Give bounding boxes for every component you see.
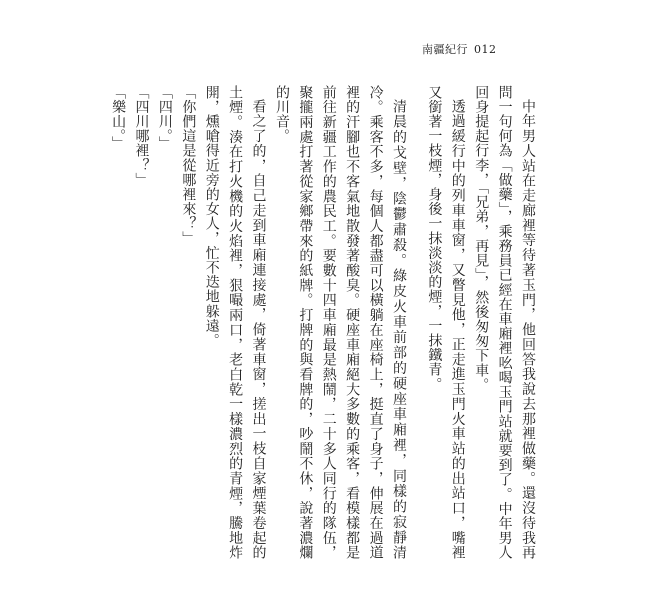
running-header xyxy=(422,41,497,57)
paragraph-4: 看之了的，自己走到車廂連接處，倚著車窗，搓出一枝自家煙葉卷起的土煙。湊在打火機的火焰裡，狠嘬兩口，老白乾一樣濃烈的青煙，騰地炸開，燻嗆得近旁的女人，忙不迭地躲遠。 xyxy=(203,85,267,560)
dialogue-line-2: 「四川。」 xyxy=(156,85,173,151)
paragraph-3: 清晨的戈壁，陰鬱肅殺。綠皮火車前部的硬座車廂裡，同樣的寂靜清冷。乘客不多，每個人都盡可以橫躺在座椅上，挺直了身子，伸展在過道裡的汗腳也不客氣地散發著酸臭。硬座車廂絕大多數的乘客，看模樣都是前往新疆工作的農民工。要數十四車廂最是熱鬧，二十多人同行的隊伍，聚攏兩處打著從家鄉帶來的紙牌。打牌的與看牌的，吵鬧不休，說著濃爛的川音。 xyxy=(273,85,407,560)
page-number: 012 xyxy=(474,43,497,56)
vertical-text-body xyxy=(106,85,539,560)
paragraph-1: 中年男人站在走廊裡等待著玉門，他回答我說去那裡做藥。還沒待我再問一句何為「做藥」，乘務員已經在車廂裡吆喝玉門站就要到了。中年男人回身提起行李，「兄弟，再見」，然後匆匆下車。 xyxy=(473,85,536,560)
dialogue-line-1: 「你們這是從哪裡來？」 xyxy=(180,85,197,246)
dialogue-line-3: 「四川哪裡？」 xyxy=(133,85,150,188)
dialogue-line-4: 「樂山。」 xyxy=(110,85,127,151)
paragraph-2: 透過緩行中的列車車窗，又瞥見他，正走進玉門火車站的出站口，嘴裡又銜著一枝煙，身後一抹淡淡的煙，一抹鐵青。 xyxy=(426,85,466,560)
book-title: 南疆紀行 xyxy=(422,43,468,56)
